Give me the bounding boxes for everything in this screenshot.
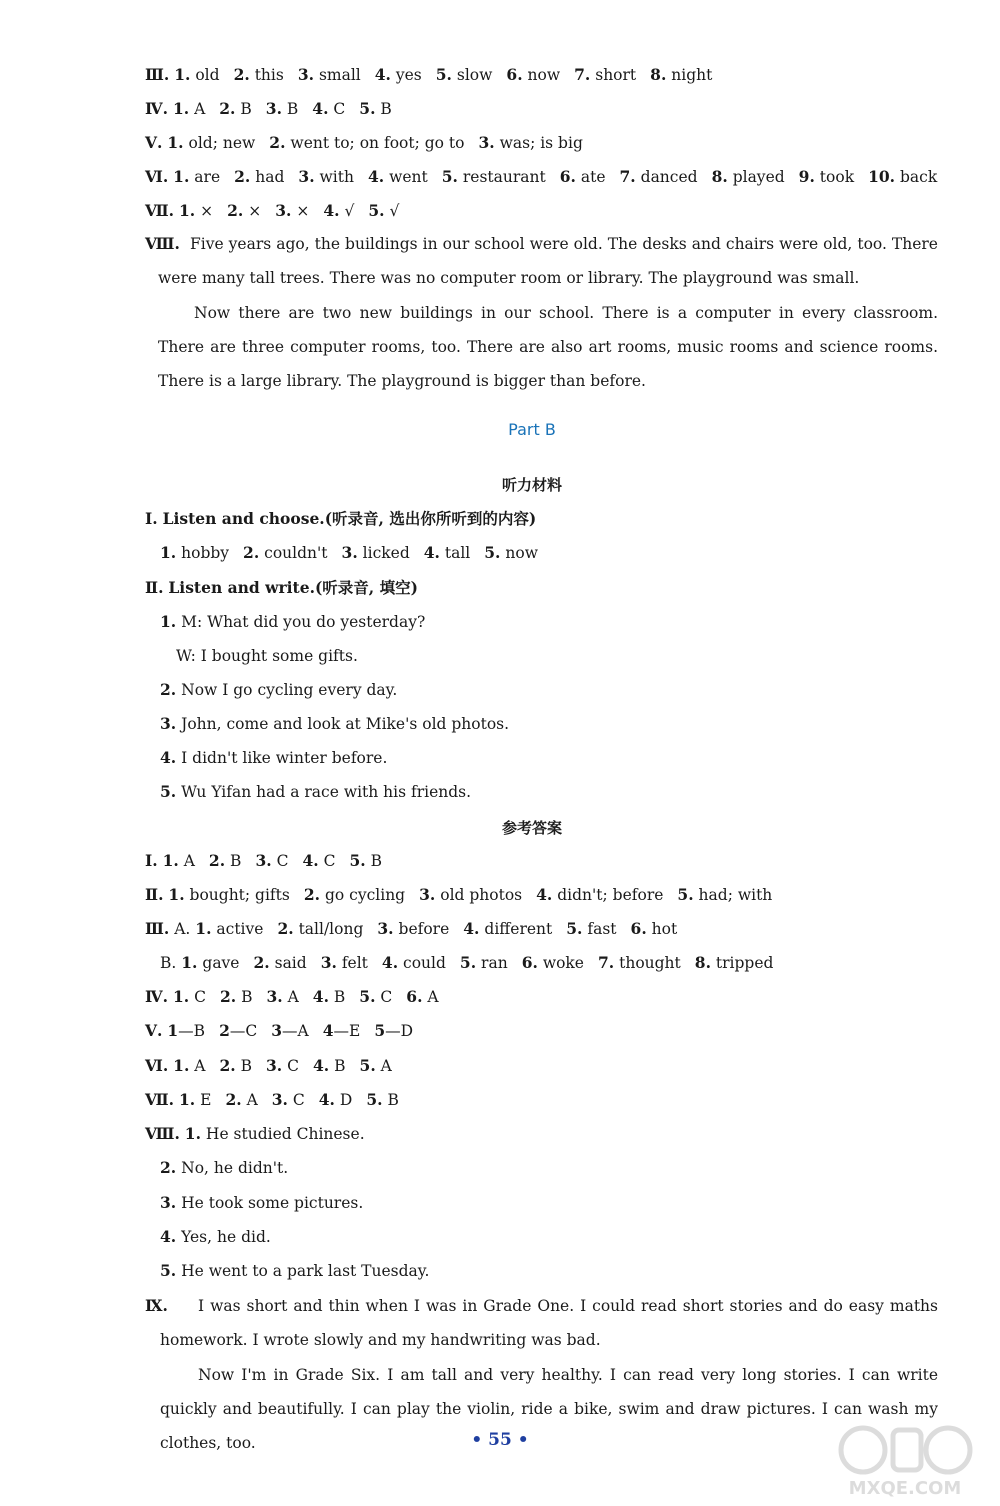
answer-item-number: 6.	[506, 65, 523, 84]
answer-viii-line-1: Ⅷ. 1. He studied Chinese.	[145, 1124, 365, 1143]
partb-ii-line-2: 2. Now I go cycling every day.	[160, 680, 398, 699]
answer-item-number: 2.	[208, 851, 226, 870]
answer-item-number: 1.	[160, 543, 177, 562]
answer-item-number: 6.	[630, 919, 647, 938]
answer-item-number: 4.	[536, 885, 553, 904]
answer-item-value: B	[370, 852, 382, 870]
answer-item-number: 7.	[619, 167, 636, 186]
answer-item-number: 2.	[303, 885, 321, 904]
answer-item-value: short	[595, 66, 637, 84]
answer-item-value: didn't; before	[557, 886, 664, 904]
answer-item-number: 3.	[271, 1090, 288, 1109]
answer-vii: Ⅶ. 1. E 2. A 3. C 4. D 5. B	[145, 1090, 399, 1109]
answer-item-value: small	[318, 66, 361, 84]
answer-item	[436, 65, 493, 85]
answer-item-value: B	[230, 852, 242, 870]
parta-iii: Ⅲ. 1. old 2. this 3. small 4. yes 5. slow 6. now 7. short 8. night	[145, 65, 713, 84]
answer-item-number: 4	[322, 1021, 334, 1040]
answer-item-value: yes	[395, 66, 422, 84]
answer-ix-paragraph-2: Now I'm in Grade Six. I am tall and very healthy. I can read very long stories. I can write quickly and beautifully. I can play the violin, ride a bike, swim and draw pictures. I can wash my clothes, too.	[160, 1366, 938, 1452]
answer-item-number: 4.	[313, 1056, 330, 1075]
watermark-logo-icon	[823, 1420, 988, 1498]
answer-item-number: 3.	[266, 1056, 283, 1075]
answer-item-value: B	[241, 988, 253, 1006]
answer-item	[620, 167, 698, 187]
answer-item	[478, 133, 582, 153]
answer-item-number: 9.	[798, 167, 815, 186]
answer-item-number: 8.	[711, 167, 728, 186]
answer-item	[375, 65, 422, 85]
answer-item	[406, 987, 438, 1007]
answer-item-value: fast	[587, 920, 617, 938]
answer-item-number: 1.	[174, 65, 191, 84]
answer-item-value: old	[195, 66, 220, 84]
answer-item-value: A	[287, 988, 299, 1006]
answer-item	[799, 167, 854, 187]
item-group	[167, 1022, 413, 1040]
answer-item-number: 5.	[677, 885, 694, 904]
answer-item	[298, 65, 361, 85]
answer-item	[424, 543, 471, 563]
answer-item-value: A	[183, 852, 195, 870]
answer-item-number: 1	[167, 1021, 179, 1040]
answer-item-value: E	[200, 1091, 212, 1109]
answer-item	[574, 65, 636, 85]
answer-item-value: was; is big	[499, 134, 583, 152]
answer-item-value: C	[287, 1057, 300, 1075]
answer-item-number: 3.	[265, 99, 282, 118]
item-group	[168, 886, 772, 904]
answer-viii-line-4: 4. Yes, he did.	[160, 1227, 271, 1246]
answer-item-value: B	[333, 988, 346, 1006]
answer-item	[209, 851, 242, 871]
answer-item-number: 6.	[559, 167, 576, 186]
answer-item	[234, 167, 284, 187]
item-group	[179, 202, 399, 220]
answer-item-value: hot	[651, 920, 678, 938]
answer-item	[227, 201, 261, 221]
partb-ii-line-3: 3. John, come and look at Mike's old photos.	[160, 714, 510, 733]
answer-item	[167, 1021, 205, 1041]
answer-item-number: 5.	[349, 851, 366, 870]
answer-item	[463, 919, 552, 939]
answer-item-value: with	[319, 168, 354, 186]
answer-item-number: 5	[374, 1021, 386, 1040]
answer-ix-roman: Ⅸ.	[145, 1296, 168, 1315]
answer-item-value: A	[246, 1091, 258, 1109]
answer-item	[566, 919, 616, 939]
answer-item-value: D	[339, 1091, 353, 1109]
answer-item-number: 10.	[868, 167, 896, 186]
answer-item-number: 3.	[297, 65, 314, 84]
item-group	[173, 1057, 392, 1075]
answer-item	[319, 1090, 353, 1110]
answer-item-number: 2.	[219, 99, 236, 118]
answer-item-value: back	[900, 168, 938, 186]
answer-item	[382, 953, 446, 973]
answer-item-value: √	[344, 202, 355, 220]
answer-item-number: 1.	[162, 851, 179, 870]
answer-item-number: 2.	[225, 1090, 242, 1109]
answer-item-number: 2.	[233, 65, 250, 84]
answer-item-value: B	[286, 100, 299, 118]
answer-item-value: hobby	[181, 544, 230, 562]
answer-item-value: gave	[202, 954, 240, 972]
answer-item-number: 4.	[367, 167, 385, 186]
answer-item-number: 1.	[195, 919, 212, 938]
answer-item	[321, 953, 368, 973]
answer-item	[442, 167, 546, 187]
answer-item	[304, 885, 405, 905]
answer-item-value: ×	[248, 202, 262, 220]
answer-item-number: 6.	[406, 987, 423, 1006]
page-number: • 55 •	[471, 1430, 529, 1450]
answer-item-value: C	[194, 988, 206, 1006]
answer-item-value: danced	[640, 168, 698, 186]
answer-item	[374, 1021, 413, 1041]
answer-item	[460, 953, 508, 973]
answer-item-value: active	[216, 920, 264, 938]
answer-item	[366, 1090, 399, 1110]
answer-item	[650, 65, 712, 85]
answer-ix-paragraph-1: I was short and thin when I was in Grade One. I could read short stories and do easy maths homework. I wrote slowly and my handwriting was bad.	[160, 1297, 938, 1349]
answer-item-value: —B	[178, 1022, 206, 1040]
item-group	[179, 1091, 399, 1109]
answer-i: Ⅰ. 1. A 2. B 3. C 4. C 5. B	[145, 851, 382, 870]
item-group	[163, 852, 382, 870]
answer-item-number: 1.	[181, 953, 198, 972]
watermark-text: MXQE.COM	[848, 1478, 962, 1498]
answer-item-number: 1.	[172, 99, 190, 118]
answer-item-value: could	[403, 954, 446, 972]
answer-item-value: felt	[341, 954, 368, 972]
answer-item-value: before	[398, 920, 450, 938]
answer-item-value: B	[240, 1057, 253, 1075]
answer-item-value: this	[254, 66, 284, 84]
partb-ii-heading: Ⅱ. Listen and write.(听录音, 填空)	[145, 578, 418, 597]
answer-item-value: thought	[619, 954, 681, 972]
listening-heading: 听力材料	[501, 476, 562, 494]
answer-item-value: took	[819, 168, 855, 186]
answer-item-number: 8.	[694, 953, 711, 972]
item-group	[160, 544, 538, 562]
answer-item-number: 1.	[167, 133, 184, 152]
answer-item	[302, 851, 335, 871]
answer-item	[536, 885, 663, 905]
answer-item	[219, 1021, 257, 1041]
answer-item-value: B	[240, 100, 252, 118]
answer-item	[631, 919, 678, 939]
answer-item-number: 2.	[243, 543, 260, 562]
answer-item-value: went	[389, 168, 428, 186]
answer-item	[220, 987, 253, 1007]
answer-item-number: 7.	[574, 65, 591, 84]
answer-v: Ⅴ. 1—B 2—C 3—A 4—E 5—D	[145, 1021, 414, 1040]
answer-item-number: 8.	[650, 65, 667, 84]
answer-item-number: 5.	[435, 65, 452, 84]
answer-item	[167, 133, 255, 153]
answer-item	[598, 953, 681, 973]
answer-item	[323, 201, 354, 221]
answer-item-value: said	[274, 954, 307, 972]
answer-item-number: 5.	[484, 543, 501, 562]
answer-item	[266, 987, 298, 1007]
answer-item	[313, 987, 346, 1007]
answer-item-number: 2.	[269, 133, 286, 152]
answer-item-value: tall/long	[298, 920, 364, 938]
answer-item-number: 4.	[323, 201, 340, 220]
answer-item-number: 3	[271, 1021, 283, 1040]
item-group	[167, 134, 583, 152]
answer-item-number: 4.	[423, 543, 440, 562]
answer-item	[368, 201, 399, 221]
answer-item	[269, 133, 464, 153]
answer-item	[225, 1090, 257, 1110]
answer-item	[312, 99, 345, 119]
answer-item-value: old photos	[440, 886, 523, 904]
answer-item-value: are	[194, 168, 221, 186]
answer-item	[174, 65, 219, 85]
answer-item	[377, 919, 449, 939]
answer-item-number: 2	[219, 1021, 230, 1040]
partb-ii-line-1b: W: I bought some gifts.	[176, 647, 358, 665]
answer-item-number: 4.	[374, 65, 391, 84]
answer-item-number: 2.	[277, 919, 294, 938]
answer-item-value: A	[427, 988, 439, 1006]
item-group	[173, 168, 937, 186]
answer-item-value: went to; on foot; go to	[290, 134, 465, 152]
answer-item	[266, 1056, 299, 1076]
answer-item	[360, 1056, 392, 1076]
answer-item-number: 1.	[172, 987, 190, 1006]
answer-item	[349, 851, 382, 871]
answer-item-value: A	[194, 1057, 206, 1075]
answer-item	[173, 1056, 205, 1076]
answer-item-number: 5.	[359, 987, 376, 1006]
answer-item	[522, 953, 584, 973]
answer-item-value: A	[380, 1057, 392, 1075]
answer-item-number: 1.	[173, 167, 190, 186]
answer-item	[359, 99, 392, 119]
answer-item-value: —A	[282, 1022, 309, 1040]
answer-item-value: A	[194, 100, 206, 118]
answer-item	[220, 1056, 253, 1076]
answer-item-value: ×	[296, 202, 310, 220]
answer-item-value: had; with	[698, 886, 773, 904]
answer-item-number: 5.	[441, 167, 458, 186]
answer-item	[272, 1090, 305, 1110]
answer-item-value: C	[333, 100, 346, 118]
partb-ii-line-1: 1. M: What did you do yesterday?	[160, 612, 426, 631]
answer-item	[506, 65, 560, 85]
answer-item	[712, 167, 785, 187]
answer-item	[195, 919, 263, 939]
answer-item-number: 5.	[359, 1056, 376, 1075]
answer-item-number: 2.	[234, 167, 251, 186]
item-group	[181, 954, 773, 972]
answer-item	[271, 1021, 309, 1041]
answer-item-value: B	[380, 100, 392, 118]
answer-item	[275, 201, 309, 221]
answer-item	[695, 953, 774, 973]
parta-viii-paragraph-2: Now there are two new buildings in our school. There is a computer in every classroom. There are three computer rooms, too. There are also art rooms, music rooms and science rooms. There is a large library. The playground is bigger than before.	[158, 304, 938, 390]
answer-item	[868, 167, 937, 187]
answer-item	[219, 99, 252, 119]
answer-item-value: ×	[200, 202, 214, 220]
parta-viii-paragraph-1: Five years ago, the buildings in our school were old. The desks and chairs were old, too. There were many tall trees. There was no computer room or library. The playground was small.	[158, 235, 938, 287]
answer-item-number: 3.	[341, 543, 358, 562]
parta-vii: Ⅶ. 1. × 2. × 3. × 4. √ 5. √	[145, 201, 400, 220]
answer-item-value: go cycling	[324, 886, 406, 904]
answer-item-number: 4.	[318, 1090, 335, 1109]
answer-item	[298, 167, 354, 187]
answer-item-value: C	[276, 852, 289, 870]
answer-item	[323, 1021, 361, 1041]
answer-item-number: 7.	[597, 953, 615, 972]
answer-item	[179, 1090, 211, 1110]
answer-item-value: —C	[229, 1022, 258, 1040]
partb-i-items	[160, 543, 538, 563]
answer-item-number: 6.	[521, 953, 538, 972]
answer-item-number: 3.	[320, 953, 337, 972]
answer-item-number: 2.	[227, 201, 244, 220]
part-b-title: Part B	[508, 420, 556, 439]
answer-item-number: 3.	[275, 201, 292, 220]
answer-item-value: B	[334, 1057, 346, 1075]
answer-item-number: 5.	[459, 953, 477, 972]
answer-item-number: 5.	[359, 99, 376, 118]
answer-item	[173, 987, 206, 1007]
answer-viii-line-5: 5. He went to a park last Tuesday.	[160, 1261, 430, 1280]
answer-item-value: —E	[333, 1022, 361, 1040]
answer-iii-a: Ⅲ. A. 1. active 2. tall/long 3. before 4. different 5. fast 6. hot	[145, 919, 678, 938]
answer-item-number: 1.	[178, 201, 196, 220]
parta-v: Ⅴ. 1. old; new 2. went to; on foot; go to 3. was; is big	[145, 133, 583, 152]
answer-item	[160, 543, 229, 563]
answer-item	[181, 953, 239, 973]
item-group	[174, 66, 712, 84]
answer-item	[173, 99, 205, 119]
answer-item-number: 4.	[463, 919, 480, 938]
answer-item-number: 1.	[168, 885, 185, 904]
answer-item-value: played	[732, 168, 785, 186]
answer-item	[484, 543, 538, 563]
answer-item	[359, 987, 392, 1007]
answer-item-value: slow	[456, 66, 493, 84]
item-group	[173, 988, 439, 1006]
answer-item-number: 1.	[173, 1056, 190, 1075]
answer-item-number: 3.	[478, 133, 495, 152]
answer-item-value: licked	[362, 544, 410, 562]
answer-item	[173, 167, 220, 187]
answer-item	[253, 953, 306, 973]
answer-item-number: 3.	[377, 919, 394, 938]
answer-item	[560, 167, 606, 187]
answer-item-value: B	[387, 1091, 399, 1109]
answer-item-number: 5.	[566, 919, 583, 938]
answer-item	[342, 543, 410, 563]
answer-item-number: 3.	[419, 885, 436, 904]
answer-item-number: 3.	[266, 987, 283, 1006]
answer-item-value: restaurant	[462, 168, 546, 186]
answer-item-number: 4.	[381, 953, 399, 972]
answer-item	[277, 919, 363, 939]
answer-item-value: tall	[444, 544, 471, 562]
answer-item-value: had	[255, 168, 285, 186]
answer-item	[179, 201, 213, 221]
answer-item-value: night	[671, 66, 713, 84]
answer-item-number: 1.	[178, 1090, 196, 1109]
answer-item-number: 4.	[312, 987, 329, 1006]
answer-item	[163, 851, 195, 871]
answer-vi: Ⅵ. 1. A 2. B 3. C 4. B 5. A	[145, 1056, 392, 1075]
answer-item	[313, 1056, 346, 1076]
answer-viii-line-3: 3. He took some pictures.	[160, 1193, 364, 1212]
answer-item	[368, 167, 428, 187]
answer-item-value: bought; gifts	[189, 886, 290, 904]
answers-heading: 参考答案	[501, 819, 562, 837]
answer-item-number: 3.	[298, 167, 315, 186]
answer-iv: Ⅳ. 1. C 2. B 3. A 4. B 5. C 6. A	[145, 987, 439, 1006]
answer-item-value: C	[380, 988, 393, 1006]
answer-item-value: C	[292, 1091, 305, 1109]
answer-item-number: 3.	[255, 851, 272, 870]
answer-item	[419, 885, 522, 905]
answer-viii-line-2: 2. No, he didn't.	[160, 1158, 289, 1177]
answer-item-value: tripped	[715, 954, 774, 972]
answer-item-number: 2.	[219, 1056, 236, 1075]
answer-item-number: 5.	[368, 201, 385, 220]
parta-iv: Ⅳ. 1. A 2. B 3. B 4. C 5. B	[145, 99, 392, 118]
answer-item-value: old; new	[188, 134, 256, 152]
answer-item-value: woke	[542, 954, 584, 972]
parta-viii-roman: Ⅷ.	[145, 234, 180, 253]
answer-item	[243, 543, 327, 563]
partb-ii-line-4: 4. I didn't like winter before.	[160, 748, 388, 767]
answer-item	[255, 851, 288, 871]
answer-iii-b: B. 1. gave 2. said 3. felt 4. could 5. ran 6. woke 7. thought 8. tripped	[160, 953, 774, 972]
answer-item-value: couldn't	[264, 544, 328, 562]
answer-item-value: —D	[385, 1022, 414, 1040]
answer-item	[266, 99, 299, 119]
answer-item-number: 2.	[219, 987, 237, 1006]
answer-item-number: 4.	[302, 851, 319, 870]
answer-item-value: C	[323, 852, 336, 870]
answer-item-value: ran	[481, 954, 508, 972]
answer-item	[677, 885, 772, 905]
answer-item-number: 5.	[366, 1090, 383, 1109]
answer-item	[234, 65, 284, 85]
answer-ii: Ⅱ. 1. bought; gifts 2. go cycling 3. old photos 4. didn't; before 5. had; with	[145, 885, 773, 904]
answer-item-number: 2.	[253, 953, 270, 972]
partb-i-heading: Ⅰ. Listen and choose.(听录音, 选出你所听到的内容)	[145, 509, 537, 528]
answer-item-value: ate	[580, 168, 606, 186]
answer-item	[168, 885, 289, 905]
answer-item-value: now	[505, 544, 538, 562]
answer-item-value: different	[484, 920, 553, 938]
answer-item-value: √	[389, 202, 400, 220]
parta-vi: Ⅵ. 1. are 2. had 3. with 4. went 5. restaurant 6. ate 7. danced 8. played 9. took 10. back	[145, 167, 938, 186]
partb-ii-line-5: 5. Wu Yifan had a race with his friends.	[160, 782, 472, 801]
item-group	[195, 920, 677, 938]
answer-item-number: 4.	[312, 99, 329, 118]
answer-item-value: now	[527, 66, 561, 84]
item-group	[173, 100, 392, 118]
